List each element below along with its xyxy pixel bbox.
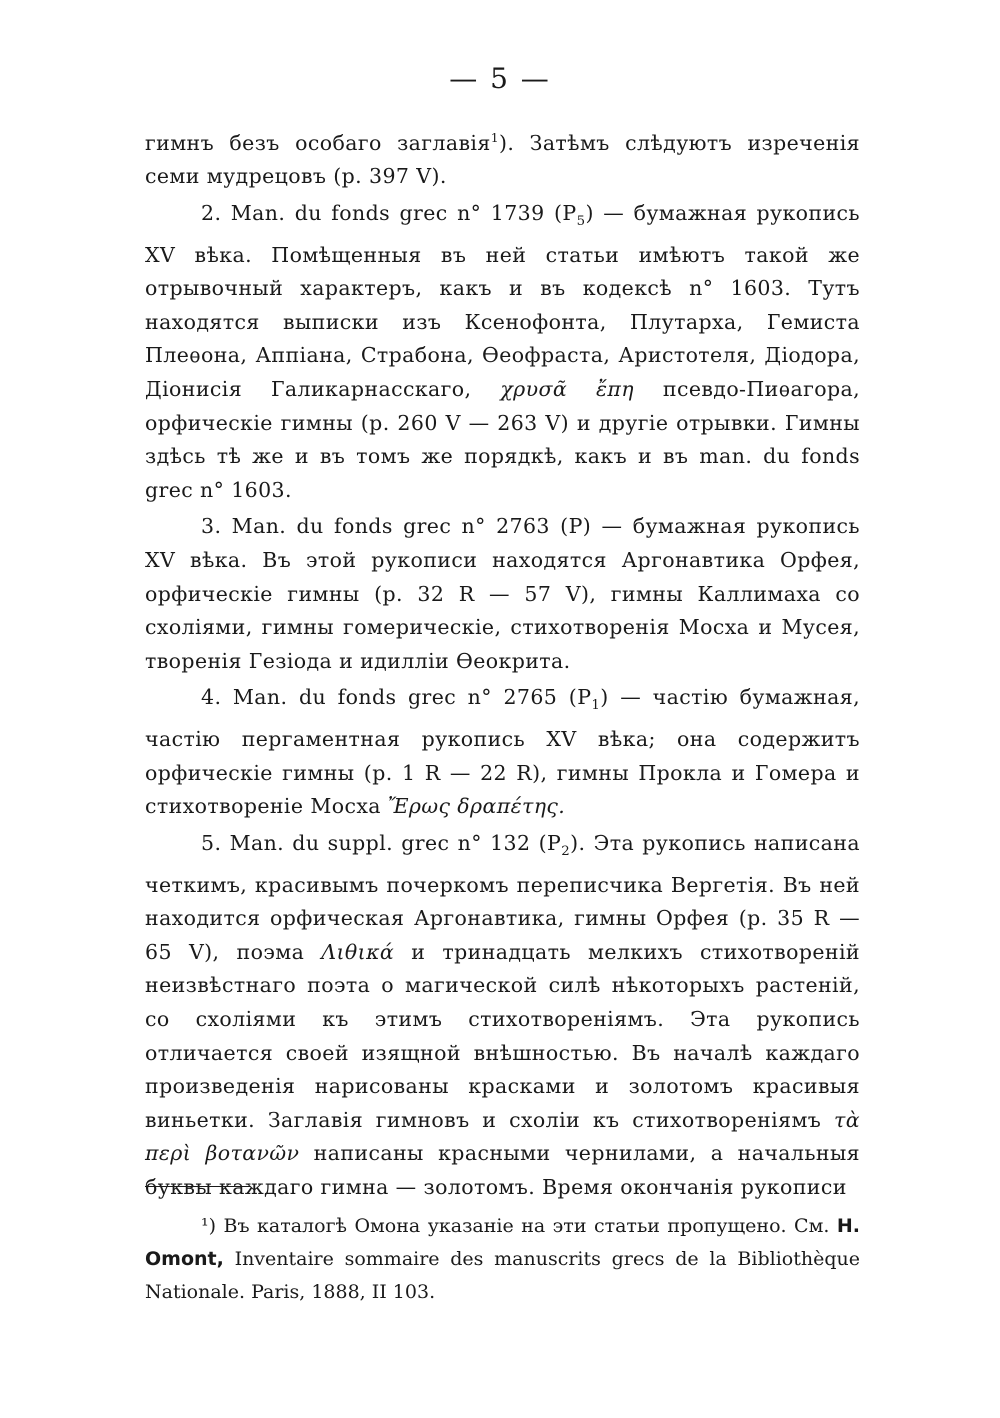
p2-greek: χρυσᾶ ἔπη [500, 377, 634, 402]
p4-greek: Ἔρως δραπέτης. [387, 794, 566, 819]
p5-text-a: 5. Man. du suppl. grec n° 132 (P [201, 830, 562, 855]
p1-text-a: гимнъ безъ особаго заглавія [145, 130, 491, 155]
p2-text-a: 2. Man. du fonds grec n° 1739 (P [201, 201, 577, 226]
p5-text-d: написаны красными чернилами, а начальныя буквы каждаго гимна — золотомъ. Время окончанія рукописи [145, 1141, 861, 1199]
footnotes [145, 1210, 860, 1309]
footnote-text-a: Въ каталогѣ Омона указаніе на эти статьи пропущено. См. [223, 1215, 830, 1237]
footnote-divider [145, 1186, 250, 1187]
p2-text-c: псевдо-Пиѳагора, орфическіе гимны (p. 260 V — 263 V) и другіе отрывки. Гимны здѣсь тѣ же и въ томъ же порядкѣ, какъ и въ man. du fonds grec n° 1603. [145, 377, 861, 502]
page-number: — 5 — [449, 62, 551, 95]
p2-subscript: 5 [576, 214, 586, 230]
p5-subscript: 2 [561, 843, 571, 859]
paragraph-1 [145, 122, 860, 194]
paragraph-5 [145, 827, 860, 1205]
p2-text-b: ) — бумажная рукопись XV вѣка. Помѣщенныя въ ней статьи имѣютъ такой же отрывочный характеръ, какъ и въ кодексѣ n° 1603. Тутъ находятся выписки изъ Ксенофонта, Плутарха, Гемиста Плеѳона, Аппіана, Страбона, Ѳеофраста, Аристотеля, Діодора, Діонисія Галикарнасскаго, [145, 201, 860, 402]
body-text [145, 122, 860, 1208]
p5-text-b: ). Эта рукопись написана четкимъ, красивымъ почеркомъ переписчика Вергетія. Въ ней находится орфическая Аргонавтика, гимны Орфея (p. 35 R — 65 V), поэма [145, 830, 860, 964]
paragraph-3: 3. Man. du fonds grec n° 2763 (P) — бумажная рукопись XV вѣка. Въ этой рукописи находятся Аргонавтика Орфея, орфическіе гимны (p. 32 R — 57 V), гимны Каллимаха со схоліями, гимны гомерическіе, стихотворенія Мосха и Мусея, творенія Гезіода и идилліи Ѳеокрита. [145, 514, 860, 673]
p4-text-a: 4. Man. du fonds grec n° 2765 (P [201, 685, 592, 710]
p1-text-b: ). Затѣмъ слѣдуютъ изреченія семи мудрецовъ (p. 397 V). [145, 130, 860, 189]
footnote-1 [145, 1210, 860, 1309]
p4-subscript: 1 [591, 698, 601, 714]
p5-greek-1: Λιθικά [321, 939, 395, 964]
paragraph-2 [145, 197, 860, 507]
p5-greek-2: τὰ περὶ βοτανῶν [145, 1107, 860, 1166]
footnote-author: H. Omont, [145, 1215, 860, 1270]
footnote-marker: ¹) [201, 1215, 217, 1237]
paragraph-4 [145, 681, 860, 823]
footnote-ref: 1 [490, 131, 499, 145]
p4-text-b: ) — частію бумажная, частію пергаментная рукопись XV вѣка; она содержитъ орфическіе гимны (p. 1 R — 22 R), гимны Прокла и Гомера и стихотвореніе Мосха [145, 685, 860, 819]
footnote-text-b: Inventaire sommaire des manuscrits grecs de la Bibliothèque Nationale. Paris, 1888, II 103. [145, 1248, 860, 1303]
p5-text-c: и тринадцать мелкихъ стихотвореній неизвѣстнаго поэта о магической силѣ нѣкоторыхъ растеній, со схоліями къ этимъ стихотвореніямъ. Эта рукопись отличается своей изящной внѣшностью. Въ началѣ каждаго произведенія нарисованы красками и золотомъ красивыя виньетки. Заглавія гимновъ и схоліи къ стихотвореніямъ [145, 939, 860, 1132]
